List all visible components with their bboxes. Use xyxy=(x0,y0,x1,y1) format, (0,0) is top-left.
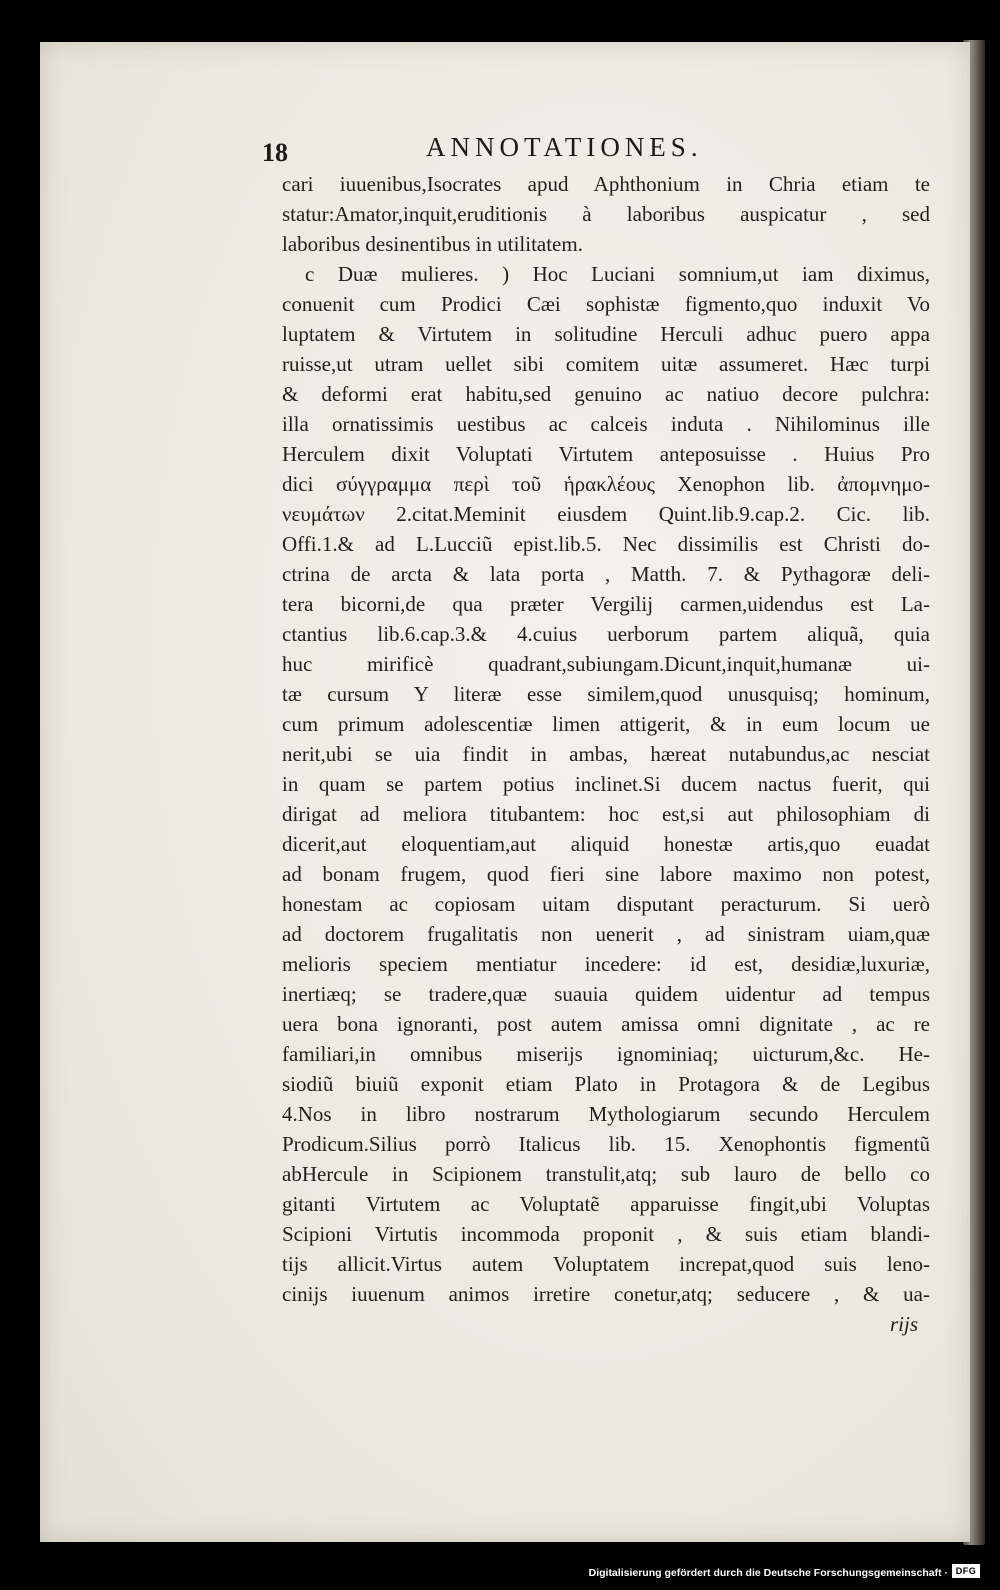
text-line: Scipioni Virtutis incommoda proponit , & suis etiam blandi- xyxy=(282,1222,930,1246)
text-line: 4.Nos in libro nostrarum Mythologiarum secundo Herculem xyxy=(282,1102,930,1126)
text-line: siodiũ biuiũ exponit etiam Plato in Protagora & de Legibus xyxy=(282,1072,930,1096)
text-line: melioris speciem mentiatur incedere: id est, desidiæ,luxuriæ, xyxy=(282,952,930,976)
running-head: ANNOTATIONES. xyxy=(426,132,703,162)
footer-credit: Digitalisierung gefördert durch die Deutsche Forschungsgemeinschaft · xyxy=(588,1567,948,1579)
text-line: cinijs iuuenum animos irretire conetur,atq; seducere , & ua- xyxy=(282,1282,930,1306)
text-line: νευμάτων 2.citat.Meminit eiusdem Quint.lib.9.cap.2. Cic. lib. xyxy=(282,502,930,526)
text-line: Herculem dixit Voluptati Virtutem anteposuisse . Huius Pro xyxy=(282,442,930,466)
text-line: luptatem & Virtutem in solitudine Herculi adhuc puero appa xyxy=(282,322,930,346)
text-line: inertiæq; se tradere,quæ suauia quidem uidentur ad tempus xyxy=(282,982,930,1006)
text-line: abHercule in Scipionem transtulit,atq; sub lauro de bello co xyxy=(282,1162,930,1186)
text-line: tijs allicit.Virtus autem Voluptatem increpat,quod suis leno- xyxy=(282,1252,930,1276)
text-line: laboribus desinentibus in utilitatem. xyxy=(282,232,583,256)
text-line: honestam ac copiosam uitam disputant peracturum. Si uerò xyxy=(282,892,930,916)
catchword: rijs xyxy=(890,1312,919,1336)
text-line: tæ cursum Y literæ esse similem,quod unusquisq; hominum, xyxy=(282,682,930,706)
dfg-logo: DFG xyxy=(952,1564,980,1578)
text-line: ad doctorem frugalitatis non uenerit , ad sinistram uiam,quæ xyxy=(282,922,930,946)
text-line: Offi.1.& ad L.Lucciũ epist.lib.5. Nec dissimilis est Christi do- xyxy=(282,532,930,556)
text-line: dirigat ad meliora titubantem: hoc est,si aut philosophiam di xyxy=(282,802,930,826)
text-line: ctrina de arcta & lata porta , Matth. 7. & Pythagoræ deli- xyxy=(282,562,930,586)
text-line: cum primum adolescentiæ limen attigerit, & in eum locum ue xyxy=(282,712,930,736)
text-line: c Duæ mulieres. ) Hoc Luciani somnium,ut iam diximus, xyxy=(305,262,930,286)
text-line: dici σύγγραμμα περὶ τοῦ ἡρακλέους Xenophon lib. ἀπομνημο- xyxy=(282,472,930,496)
text-line: cari iuuenibus,Isocrates apud Aphthonium in Chria etiam te xyxy=(282,172,930,196)
text-line: tera bicorni,de qua præter Vergilij carmen,uidendus est La- xyxy=(282,592,930,616)
text-line: ruisse,ut utram uellet sibi comitem uitæ assumeret. Hæc turpi xyxy=(282,352,930,376)
text-line: conuenit cum Prodici Cæi sophistæ figmento,quo induxit Vo xyxy=(282,292,930,316)
text-line: ad bonam frugem, quod fieri sine labore maximo non potest, xyxy=(282,862,930,886)
page-number: 18 xyxy=(262,138,288,167)
text-line: in quam se partem potius inclinet.Si ducem nactus fuerit, qui xyxy=(282,772,930,796)
text-line: illa ornatissimis uestibus ac calceis induta . Nihilominus ille xyxy=(282,412,930,436)
text-line: familiari,in omnibus miserijs ignominiaq; uicturum,&c. He- xyxy=(282,1042,930,1066)
text-line: dicerit,aut eloquentiam,aut aliquid honestæ artis,quo euadat xyxy=(282,832,930,856)
text-line: uera bona ignoranti, post autem amissa omni dignitate , ac re xyxy=(282,1012,930,1036)
text-line: Prodicum.Silius porrò Italicus lib. 15. Xenophontis figmentũ xyxy=(282,1132,930,1156)
text-line: ctantius lib.6.cap.3.& 4.cuius uerborum partem aliquã, quia xyxy=(282,622,930,646)
text-line: gitanti Virtutem ac Voluptatẽ apparuisse fingit,ubi Voluptas xyxy=(282,1192,930,1216)
text-line: nerit,ubi se uia findit in ambas, hæreat nutabundus,ac nesciat xyxy=(282,742,930,766)
text-line: & deformi erat habitu,sed genuino ac natiuo decore pulchra: xyxy=(282,382,930,406)
text-line: statur:Amator,inquit,eruditionis à laboribus auspicatur , sed xyxy=(282,202,930,226)
text-line: huc mirificè quadrant,subiungam.Dicunt,inquit,humanæ ui- xyxy=(282,652,930,676)
